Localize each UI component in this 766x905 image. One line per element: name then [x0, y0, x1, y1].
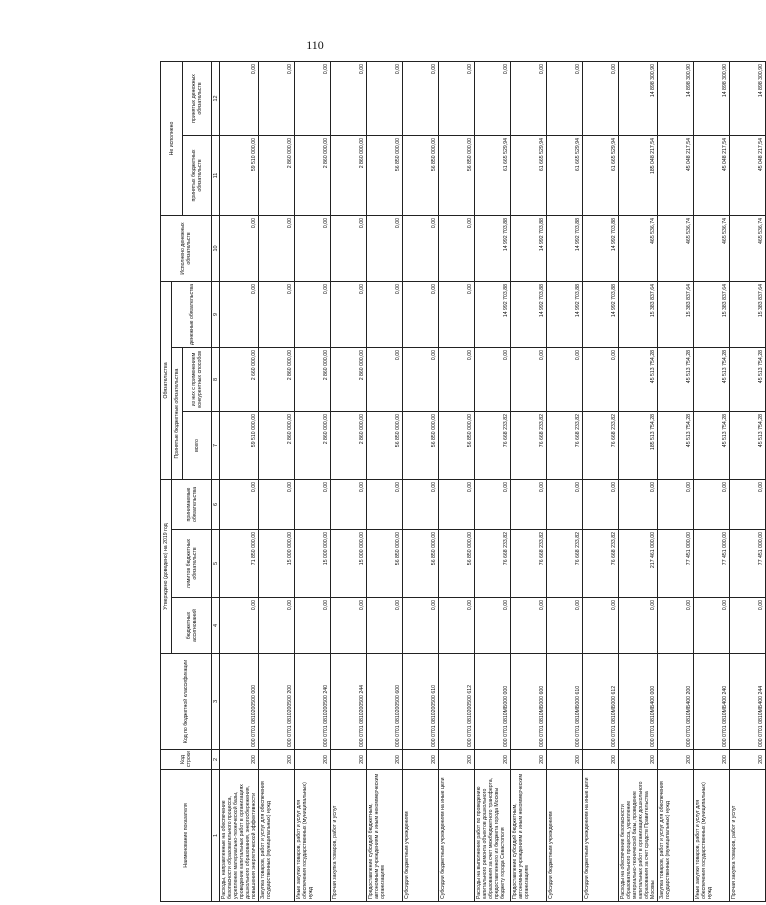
header-ne-monetary: принятых денежных обязательств: [183, 61, 212, 135]
cell-ne-budget: 2 860 000,00: [295, 135, 331, 215]
table-row: [259, 61, 295, 901]
header-not-executed: Не исполнено: [161, 61, 183, 215]
cell-accepted-total: 56 850 000,00: [367, 412, 403, 480]
row-budget-code: 000 0701 0810МБ400 240: [694, 654, 730, 750]
cell-monetary-oblig: 14 992 703,88: [511, 281, 547, 347]
row-budget-code: 000 0701 0810200500 610: [403, 654, 439, 750]
header-accepted-oblig: принимаемые обязательства: [172, 480, 212, 530]
cell-accepted-oblig: 0,00: [583, 480, 619, 530]
cell-monetary-oblig: 14 992 703,88: [583, 281, 619, 347]
cell-accepted-total: 185 513 754,28: [619, 412, 658, 480]
cell-accepted-oblig: 0,00: [547, 480, 583, 530]
header-of-them-competitive: из них с применением конкурентных способов: [183, 348, 212, 412]
header-executed-monetary: Исполнено денежных обязательств: [161, 215, 212, 281]
cell-ne-budget: 56 850 000,00: [439, 135, 475, 215]
row-name: Субсидии бюджетным учреждениям на иные цели: [439, 770, 475, 902]
cell-budget-allocations: 0,00: [694, 598, 730, 654]
row-name: Закупка товаров, работ и услуг для обеспечения государственных (муниципальных) нужд: [259, 770, 295, 902]
row-name: Прочая закупка товаров, работ и услуг: [331, 770, 367, 902]
row-line-code: 200: [619, 750, 658, 770]
cell-ne-monetary: 0,00: [439, 61, 475, 135]
cell-budget-allocations: 0,00: [331, 598, 367, 654]
row-name: Предоставление субсидий бюджетным, автономным учреждениям и иным некоммерческим организациям: [367, 770, 403, 902]
cell-monetary-oblig: 0,00: [259, 281, 295, 347]
cell-competitive: 45 513 754,28: [658, 348, 694, 412]
cell-accepted-total: 56 850 000,00: [403, 412, 439, 480]
header-name: Наименование показателя: [161, 770, 212, 902]
cell-ne-budget: 185 048 217,54: [619, 135, 658, 215]
cell-accepted-oblig: 0,00: [220, 480, 259, 530]
cell-limits: 76 668 233,82: [547, 530, 583, 598]
table-row: [475, 61, 511, 901]
cell-executed: 14 992 703,88: [475, 215, 511, 281]
cell-accepted-total: 2 860 000,00: [331, 412, 367, 480]
cell-ne-monetary: 14 898 300,90: [619, 61, 658, 135]
cell-competitive: 0,00: [583, 348, 619, 412]
col-num: 8: [212, 348, 220, 412]
col-num: 12: [212, 61, 220, 135]
cell-competitive: 2 860 000,00: [331, 348, 367, 412]
header-accepted-budget-oblig: Принятые бюджетные обязательства: [172, 348, 183, 480]
rotated-page: [160, 62, 764, 902]
cell-ne-monetary: 0,00: [475, 61, 511, 135]
cell-accepted-oblig: 0,00: [403, 480, 439, 530]
cell-ne-monetary: 0,00: [331, 61, 367, 135]
row-line-code: 200: [220, 750, 259, 770]
row-line-code: 200: [730, 750, 766, 770]
cell-budget-allocations: 0,00: [439, 598, 475, 654]
header-limits: лимитов бюджетных обязательств: [172, 530, 212, 598]
row-budget-code: 000 0701 0810200500 200: [259, 654, 295, 750]
cell-accepted-total: 45 513 754,28: [730, 412, 766, 480]
cell-competitive: 2 660 000,00: [220, 348, 259, 412]
cell-ne-monetary: 0,00: [583, 61, 619, 135]
cell-monetary-oblig: 15 383 837,64: [658, 281, 694, 347]
row-line-code: 200: [367, 750, 403, 770]
column-numbers-row: [212, 61, 220, 901]
row-name: Расходы на обеспечение безопасности образовательного процесса, укрепление материально-технической базы, проведение капитальных работ в организациях дошкольного образования за счет средств Правительства Москвы: [619, 770, 658, 902]
header-approved: Утверждено (доведено) на 2019 год: [161, 480, 172, 654]
cell-budget-allocations: 0,00: [295, 598, 331, 654]
cell-monetary-oblig: 14 992 703,88: [547, 281, 583, 347]
cell-monetary-oblig: 0,00: [403, 281, 439, 347]
table-row: [367, 61, 403, 901]
col-num: 11: [212, 135, 220, 215]
cell-limits: 77 451 000,00: [730, 530, 766, 598]
row-line-code: 200: [403, 750, 439, 770]
cell-budget-allocations: 0,00: [730, 598, 766, 654]
cell-accepted-total: 59 510 000,00: [220, 412, 259, 480]
row-line-code: 200: [331, 750, 367, 770]
header-budget-code: Код по бюджетной классификации: [161, 654, 212, 750]
col-num: 6: [212, 480, 220, 530]
cell-budget-allocations: 0,00: [658, 598, 694, 654]
row-name: Субсидии бюджетным учреждениям: [547, 770, 583, 902]
row-line-code: 200: [583, 750, 619, 770]
cell-executed: 14 992 703,88: [511, 215, 547, 281]
row-budget-code: 000 0701 0810200500 000: [220, 654, 259, 750]
cell-executed: 0,00: [295, 215, 331, 281]
cell-ne-budget: 61 665 529,94: [583, 135, 619, 215]
cell-ne-monetary: 14 898 300,90: [658, 61, 694, 135]
table-row: [658, 61, 694, 901]
cell-accepted-total: 2 860 000,00: [259, 412, 295, 480]
cell-ne-monetary: 0,00: [511, 61, 547, 135]
row-budget-code: 000 0701 0810МБ400 244: [730, 654, 766, 750]
row-line-code: 200: [694, 750, 730, 770]
cell-monetary-oblig: 15 383 837,64: [619, 281, 658, 347]
cell-ne-budget: 56 850 000,00: [367, 135, 403, 215]
cell-budget-allocations: 0,00: [619, 598, 658, 654]
cell-competitive: 45 513 754,28: [619, 348, 658, 412]
row-name: Иные закупки товаров, работ и услуг для обеспечения государственных (муниципальных) нужд: [694, 770, 730, 902]
cell-monetary-oblig: 14 992 703,88: [475, 281, 511, 347]
row-name: Расходы на выполнение работ по проведению капитального ремонта объектов дошкольного образования за счет межбюджетного трансферта, предоставленного из бюджета города Москвы бюджету города Севастополя: [475, 770, 511, 902]
cell-accepted-oblig: 0,00: [511, 480, 547, 530]
cell-competitive: 2 860 000,00: [295, 348, 331, 412]
row-line-code: 200: [295, 750, 331, 770]
table-row: [220, 61, 259, 901]
cell-ne-budget: 45 048 217,54: [730, 135, 766, 215]
cell-accepted-total: 45 513 754,28: [658, 412, 694, 480]
cell-budget-allocations: 0,00: [220, 598, 259, 654]
row-name: Субсидии бюджетным учреждениям: [403, 770, 439, 902]
cell-ne-monetary: 0,00: [295, 61, 331, 135]
cell-monetary-oblig: 15 383 837,64: [694, 281, 730, 347]
header-monetary-oblig: денежные обязательства: [172, 281, 212, 347]
col-num: 1: [212, 770, 220, 902]
cell-ne-monetary: 14 898 300,90: [694, 61, 730, 135]
cell-executed: 0,00: [259, 215, 295, 281]
cell-ne-budget: 61 665 529,94: [511, 135, 547, 215]
cell-budget-allocations: 0,00: [403, 598, 439, 654]
cell-accepted-oblig: 0,00: [619, 480, 658, 530]
header-total: всего: [183, 412, 212, 480]
row-line-code: 200: [475, 750, 511, 770]
row-budget-code: 000 0701 0810200500 244: [331, 654, 367, 750]
cell-budget-allocations: 0,00: [583, 598, 619, 654]
cell-executed: 0,00: [367, 215, 403, 281]
cell-monetary-oblig: 0,00: [220, 281, 259, 347]
cell-accepted-total: 76 668 233,82: [511, 412, 547, 480]
col-num: 4: [212, 598, 220, 654]
cell-executed: 465 536,74: [619, 215, 658, 281]
cell-accepted-oblig: 0,00: [439, 480, 475, 530]
cell-ne-monetary: 0,00: [220, 61, 259, 135]
cell-accepted-total: 76 668 233,82: [547, 412, 583, 480]
cell-monetary-oblig: 15 383 837,64: [730, 281, 766, 347]
row-budget-code: 000 0701 0810МБ000 610: [547, 654, 583, 750]
cell-limits: 56 850 000,00: [367, 530, 403, 598]
cell-ne-budget: 2 860 000,00: [259, 135, 295, 215]
cell-limits: 56 850 000,00: [403, 530, 439, 598]
cell-ne-budget: 56 850 000,00: [403, 135, 439, 215]
cell-limits: 71 850 000,00: [220, 530, 259, 598]
header-line-code: Код строки: [161, 750, 212, 770]
cell-ne-budget: 45 048 217,54: [694, 135, 730, 215]
cell-ne-monetary: 0,00: [547, 61, 583, 135]
cell-executed: 14 992 703,88: [547, 215, 583, 281]
row-name: Прочая закупка товаров, работ и услуг: [730, 770, 766, 902]
row-name: Расходы, направленные на обеспечение безопасности образовательного процесса, укрепление материально-технической базы, проведение капитальных работ в организациях дошкольного образования, энергосбережения, повышения энергетической эффективности: [220, 770, 259, 902]
table-row: [511, 61, 547, 901]
table-body: [220, 61, 766, 901]
cell-accepted-total: 45 513 754,28: [694, 412, 730, 480]
cell-accepted-oblig: 0,00: [259, 480, 295, 530]
table-row: [439, 61, 475, 901]
row-budget-code: 000 0701 0810МБ000 000: [475, 654, 511, 750]
table-row: [295, 61, 331, 901]
row-budget-code: 000 0701 0810200500 240: [295, 654, 331, 750]
cell-ne-budget: 45 048 217,54: [658, 135, 694, 215]
cell-ne-monetary: 14 898 300,90: [730, 61, 766, 135]
cell-limits: 77 451 000,00: [694, 530, 730, 598]
header-obligations: Обязательства: [161, 281, 172, 479]
row-name: Предоставление субсидий бюджетным, автономным учреждениям и иным некоммерческим организациям: [511, 770, 547, 902]
cell-competitive: 0,00: [547, 348, 583, 412]
cell-accepted-total: 76 668 233,82: [475, 412, 511, 480]
cell-executed: 465 536,74: [694, 215, 730, 281]
cell-executed: 0,00: [439, 215, 475, 281]
col-num: 7: [212, 412, 220, 480]
cell-limits: 15 000 000,00: [331, 530, 367, 598]
cell-budget-allocations: 0,00: [367, 598, 403, 654]
col-num: 3: [212, 654, 220, 750]
row-name: Закупка товаров, работ и услуг для обеспечения государственных (муниципальных) нужд: [658, 770, 694, 902]
budget-execution-table: [160, 61, 766, 902]
row-budget-code: 000 0701 0810МБ000 600: [511, 654, 547, 750]
cell-accepted-total: 76 668 233,82: [583, 412, 619, 480]
row-budget-code: 000 0701 0810200500 612: [439, 654, 475, 750]
row-line-code: 200: [658, 750, 694, 770]
cell-executed: 465 536,74: [658, 215, 694, 281]
cell-limits: 217 461 000,00: [619, 530, 658, 598]
cell-competitive: 45 513 754,28: [730, 348, 766, 412]
cell-monetary-oblig: 0,00: [331, 281, 367, 347]
page-number: 110: [306, 38, 324, 52]
row-name: Субсидии бюджетным учреждениям на иные цели: [583, 770, 619, 902]
cell-accepted-oblig: 0,00: [730, 480, 766, 530]
cell-limits: 76 668 233,82: [475, 530, 511, 598]
cell-competitive: 0,00: [439, 348, 475, 412]
cell-accepted-oblig: 0,00: [475, 480, 511, 530]
cell-limits: 15 000 000,00: [259, 530, 295, 598]
table-header: [161, 61, 220, 901]
cell-limits: 56 850 000,00: [439, 530, 475, 598]
cell-competitive: 2 860 000,00: [259, 348, 295, 412]
cell-ne-monetary: 0,00: [259, 61, 295, 135]
table-row: [583, 61, 619, 901]
row-budget-code: 000 0701 0810МБ400 000: [619, 654, 658, 750]
header-ne-budget: принятых бюджетных обязательств: [183, 135, 212, 215]
table-row: [730, 61, 766, 901]
col-num: 10: [212, 215, 220, 281]
row-budget-code: 000 0701 0810200500 600: [367, 654, 403, 750]
cell-limits: 76 668 233,82: [583, 530, 619, 598]
row-name: Иные закупки товаров, работ и услуг для обеспечения государственных (муниципальных) нужд: [295, 770, 331, 902]
cell-budget-allocations: 0,00: [475, 598, 511, 654]
cell-executed: 465 536,74: [730, 215, 766, 281]
row-budget-code: 000 0701 0810МБ000 612: [583, 654, 619, 750]
cell-monetary-oblig: 0,00: [367, 281, 403, 347]
row-line-code: 200: [511, 750, 547, 770]
cell-monetary-oblig: 0,00: [295, 281, 331, 347]
row-line-code: 200: [547, 750, 583, 770]
report-table-area: [160, 62, 764, 902]
cell-accepted-total: 56 850 000,00: [439, 412, 475, 480]
cell-competitive: 0,00: [475, 348, 511, 412]
col-num: 2: [212, 750, 220, 770]
cell-ne-budget: 59 510 000,00: [220, 135, 259, 215]
cell-ne-monetary: 0,00: [403, 61, 439, 135]
cell-budget-allocations: 0,00: [547, 598, 583, 654]
cell-ne-budget: 2 860 000,00: [331, 135, 367, 215]
col-num: 9: [212, 281, 220, 347]
cell-accepted-oblig: 0,00: [367, 480, 403, 530]
table-row: [403, 61, 439, 901]
cell-accepted-oblig: 0,00: [331, 480, 367, 530]
table-row: [694, 61, 730, 901]
cell-budget-allocations: 0,00: [259, 598, 295, 654]
cell-competitive: 0,00: [367, 348, 403, 412]
cell-limits: 77 451 000,00: [658, 530, 694, 598]
cell-monetary-oblig: 0,00: [439, 281, 475, 347]
cell-executed: 0,00: [331, 215, 367, 281]
cell-executed: 0,00: [403, 215, 439, 281]
cell-executed: 0,00: [220, 215, 259, 281]
table-row: [619, 61, 658, 901]
cell-limits: 15 000 000,00: [295, 530, 331, 598]
cell-budget-allocations: 0,00: [511, 598, 547, 654]
table-row: [547, 61, 583, 901]
row-line-code: 200: [259, 750, 295, 770]
cell-competitive: 45 513 754,28: [694, 348, 730, 412]
row-line-code: 200: [439, 750, 475, 770]
cell-executed: 14 992 703,88: [583, 215, 619, 281]
cell-ne-budget: 61 665 529,94: [475, 135, 511, 215]
cell-ne-monetary: 0,00: [367, 61, 403, 135]
cell-accepted-oblig: 0,00: [694, 480, 730, 530]
cell-ne-budget: 61 665 529,94: [547, 135, 583, 215]
cell-competitive: 0,00: [403, 348, 439, 412]
cell-accepted-oblig: 0,00: [658, 480, 694, 530]
header-budget-allocations: бюджетных ассигнований: [172, 598, 212, 654]
cell-accepted-total: 2 860 000,00: [295, 412, 331, 480]
col-num: 5: [212, 530, 220, 598]
row-budget-code: 000 0701 0810МБ400 200: [658, 654, 694, 750]
cell-competitive: 0,00: [511, 348, 547, 412]
cell-accepted-oblig: 0,00: [295, 480, 331, 530]
table-row: [331, 61, 367, 901]
cell-limits: 76 668 233,82: [511, 530, 547, 598]
